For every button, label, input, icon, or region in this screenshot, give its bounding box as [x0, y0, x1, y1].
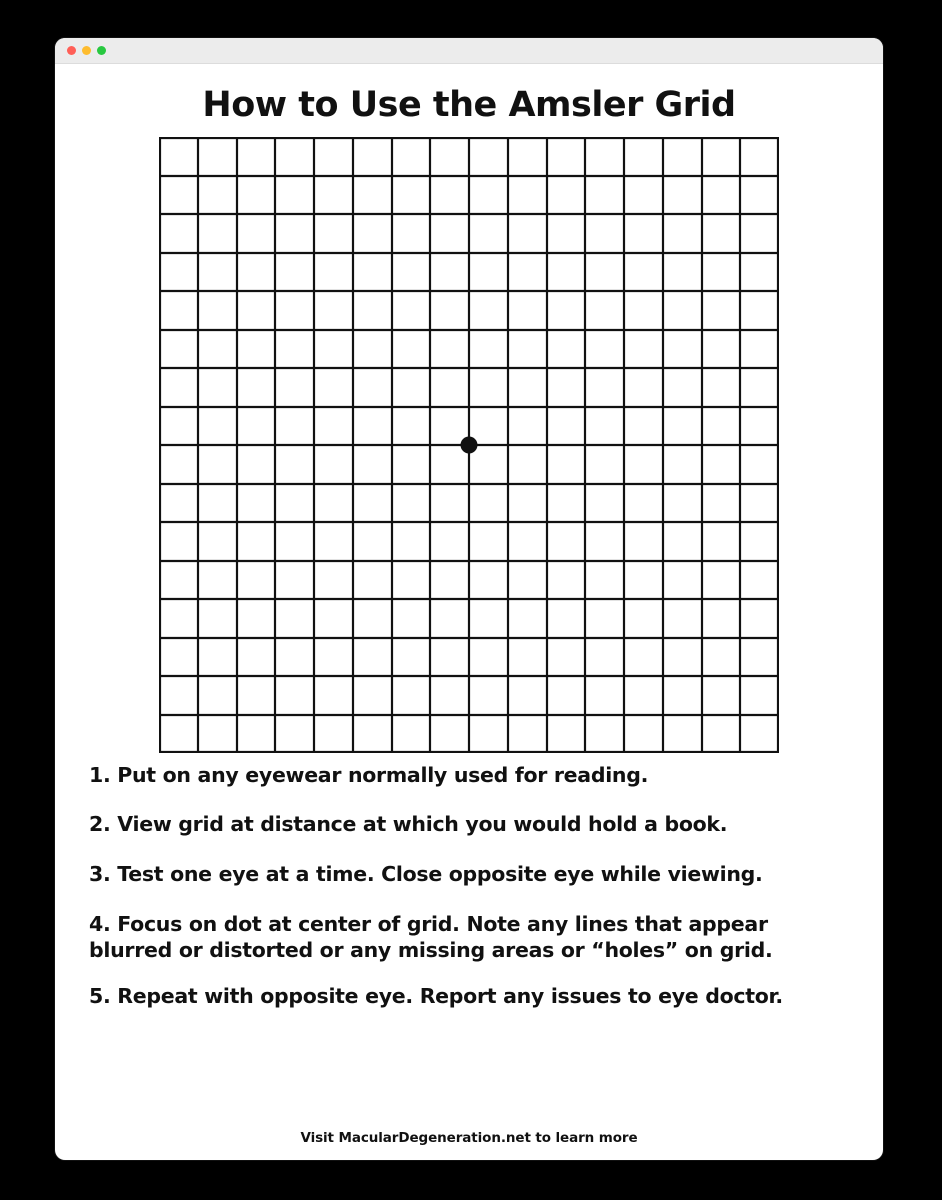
instructions-list — [73, 763, 865, 1161]
instruction-item-5: 5. Repeat with opposite eye. Report any issues to eye doctor. — [89, 983, 783, 1008]
page-title: How to Use the Amsler Grid — [202, 85, 736, 125]
zoom-window-button[interactable] — [97, 46, 106, 55]
instruction-item-4: 4. Focus on dot at center of grid. Note any lines that appear blurred or distorted or any missing areas or “holes” on grid. — [89, 911, 773, 962]
footer-note: Visit MacularDegeneration.net to learn more — [300, 1130, 638, 1146]
amsler-grid-svg — [159, 137, 779, 753]
amsler-grid — [159, 137, 779, 753]
document-content — [55, 64, 883, 1160]
document-window — [55, 38, 883, 1160]
instruction-item-3: 3. Test one eye at a time. Close opposite eye while viewing. — [89, 862, 763, 887]
instruction-item-1: 1. Put on any eyewear normally used for reading. — [89, 762, 649, 787]
grid-center-dot — [461, 436, 478, 453]
minimize-window-button[interactable] — [82, 46, 91, 55]
window-titlebar — [55, 38, 883, 64]
instruction-item-2: 2. View grid at distance at which you would hold a book. — [89, 812, 728, 837]
close-window-button[interactable] — [67, 46, 76, 55]
